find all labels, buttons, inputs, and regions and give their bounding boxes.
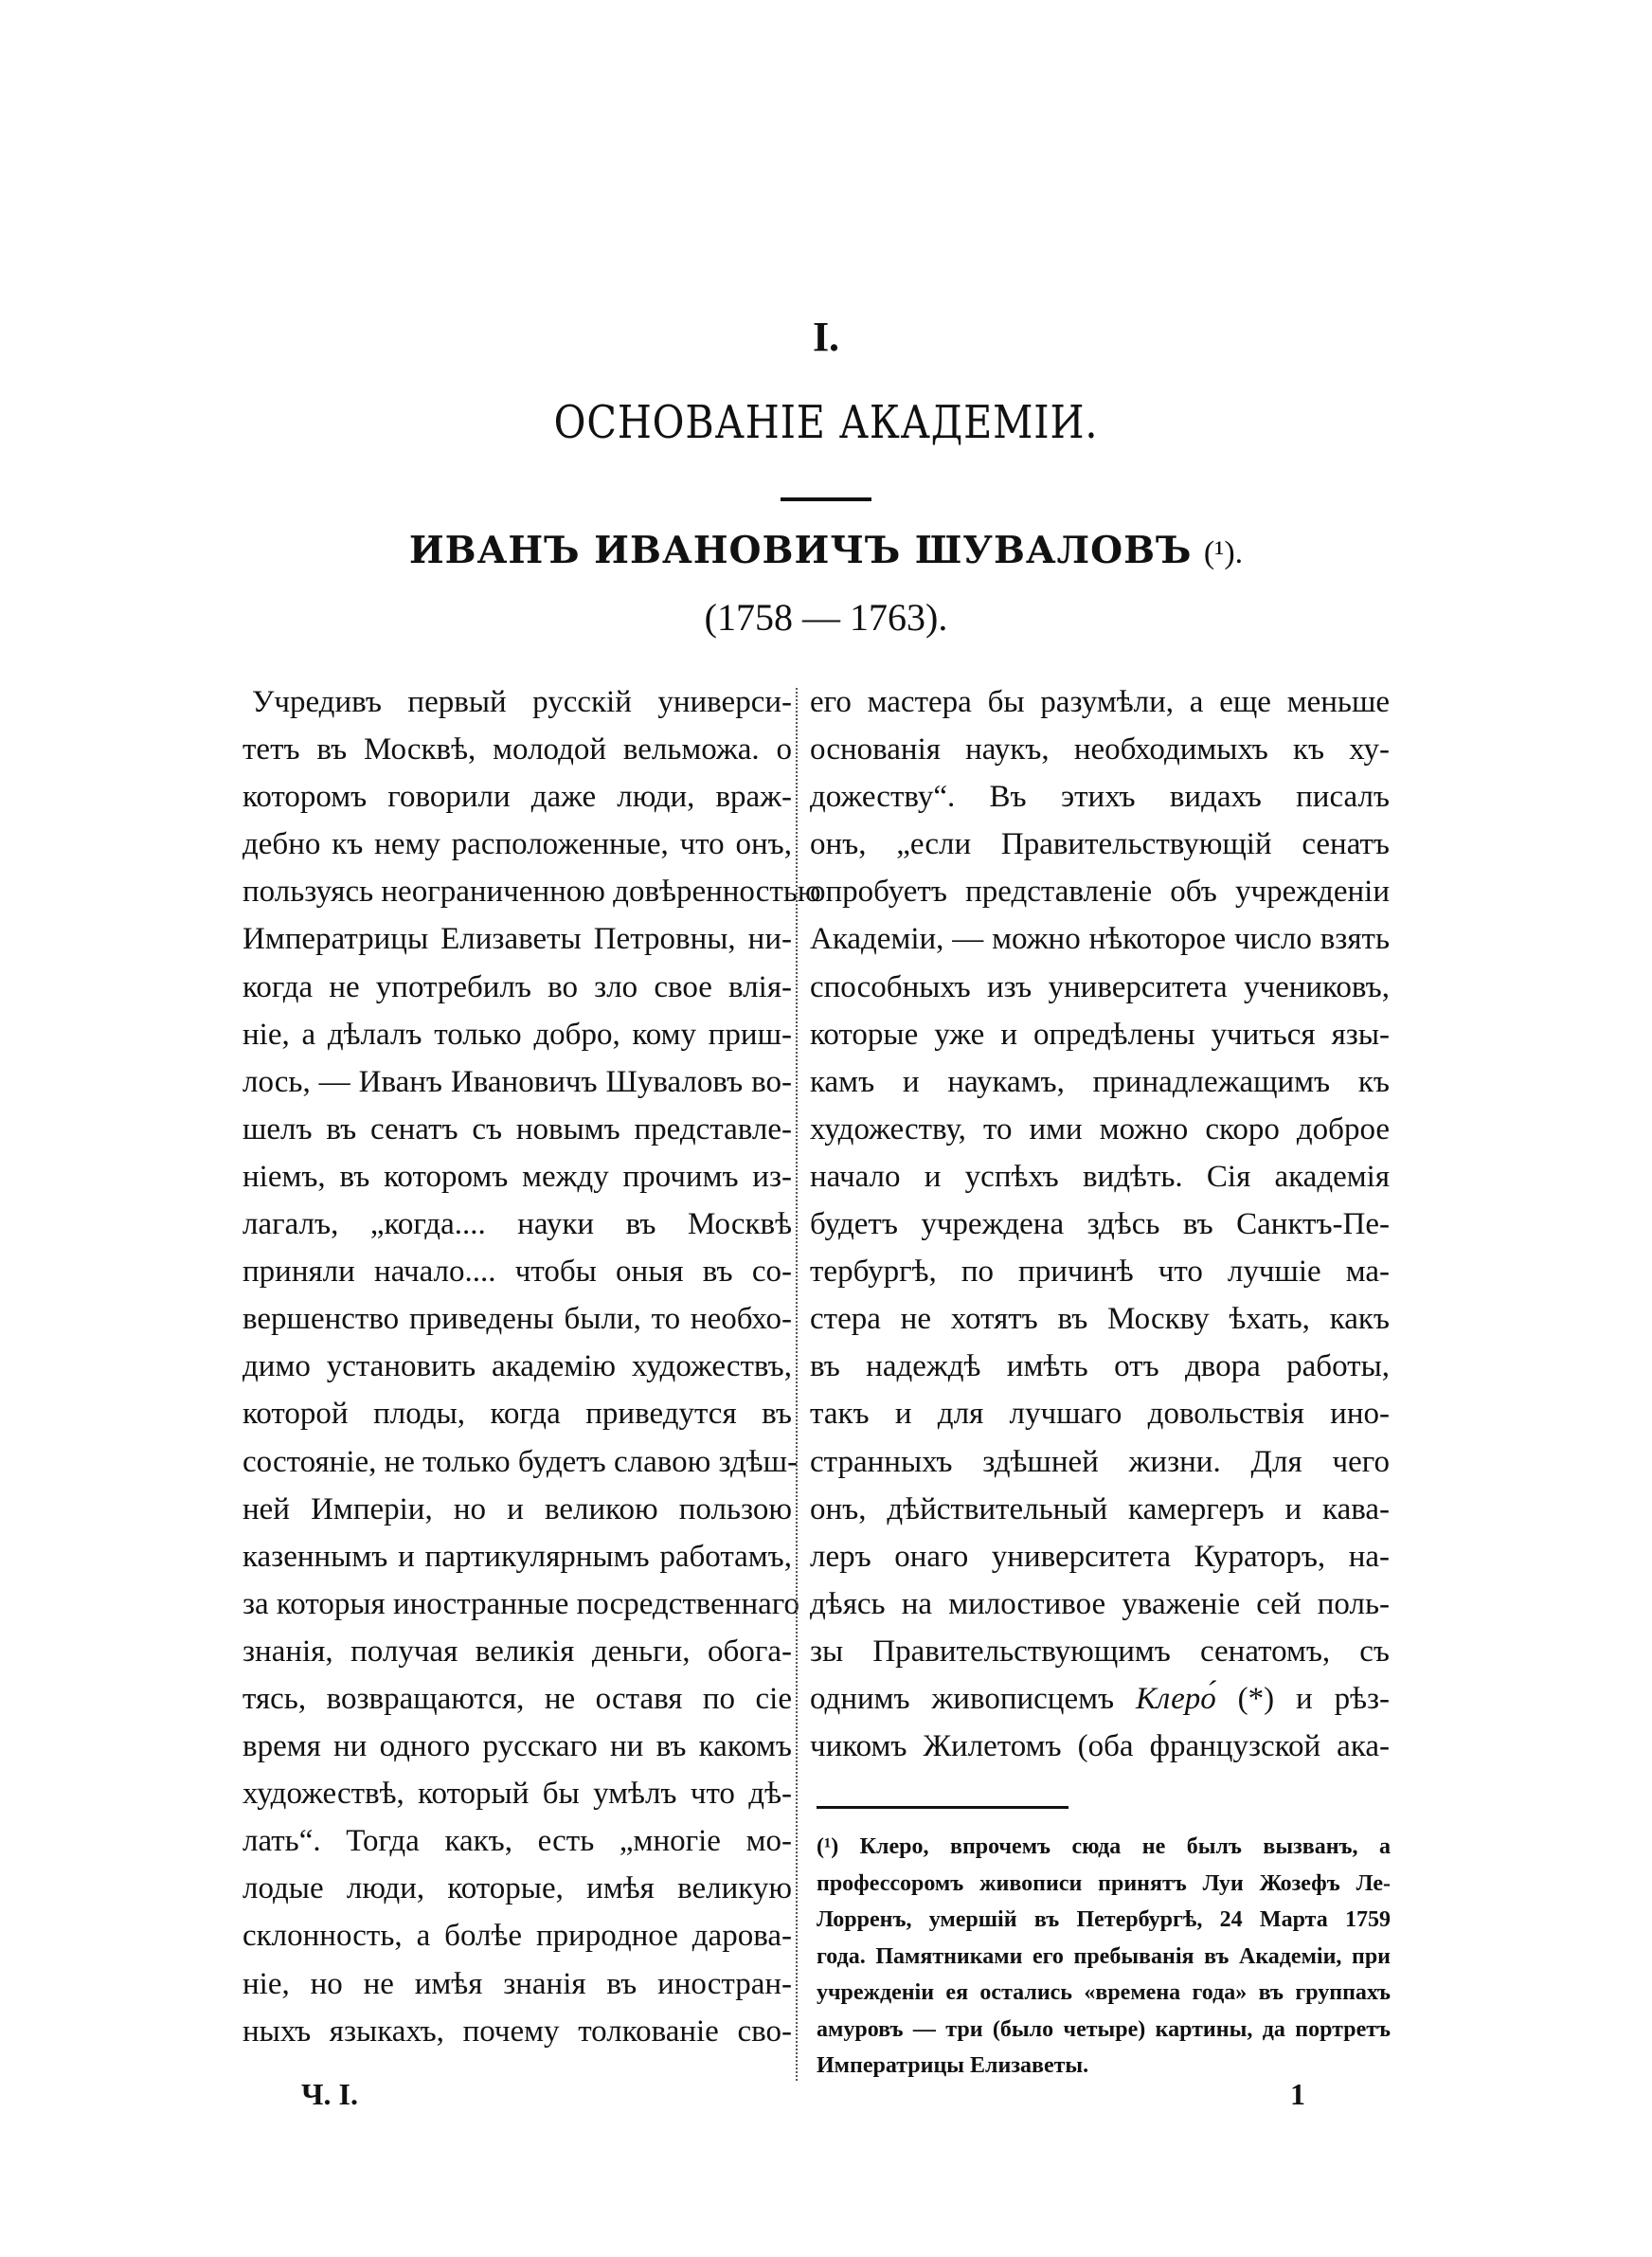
- text-line: которой плоды, когда приведутся въ: [242, 1397, 792, 1432]
- text-line: лагалъ, „когда.... науки въ Москвѣ: [242, 1207, 792, 1242]
- text-line: тербургѣ, по причинѣ что лучшіе ма-: [810, 1255, 1390, 1290]
- column-divider: [796, 688, 799, 2081]
- text-line: ней Имперіи, но и великою пользою: [242, 1491, 792, 1526]
- text-line: шелъ въ сенатъ съ новымъ представле-: [242, 1111, 792, 1147]
- page-number: 1: [1290, 2077, 1305, 2111]
- text-line: дѣясь на милостивое уваженіе сей поль-: [810, 1586, 1390, 1621]
- text-line: знанія, получая великія деньги, обога-: [242, 1634, 792, 1669]
- text-line: способныхъ изъ университета учениковъ,: [810, 969, 1390, 1004]
- text-line: время ни одного русскаго ни въ какомъ: [242, 1729, 792, 1764]
- italic-name: Клеро́: [1135, 1681, 1216, 1716]
- text-line: Императрицы Елизаветы Петровны, ни-: [242, 922, 792, 957]
- text-line: странныхъ здѣшней жизни. Для чего: [810, 1444, 1390, 1479]
- footnote-line: амуровъ — три (было четыре) картины, да портретъ: [817, 2016, 1391, 2042]
- title-divider: [781, 497, 871, 501]
- text-line: состояніе, не только будетъ славою здѣш-: [242, 1444, 799, 1479]
- text-line: дожеству“. Въ этихъ видахъ писалъ: [810, 780, 1390, 815]
- text-line: Академіи, — можно нѣкоторое число взять: [810, 922, 1390, 957]
- text-line: опробуетъ представленіе объ учрежденіи: [810, 875, 1390, 910]
- right-column: [810, 678, 1390, 1770]
- chapter-title: ОСНОВАНІЕ АКАДЕМІИ.: [553, 396, 1099, 449]
- text-line: стера не хотятъ въ Москву ѣхать, какъ: [810, 1302, 1390, 1337]
- text-line: ныхъ языкахъ, почему толкованіе сво-: [242, 2013, 792, 2049]
- text-line: лось, — Иванъ Ивановичъ Шуваловъ во-: [242, 1064, 792, 1099]
- text-line: такъ и для лучшаго довольствія ино-: [810, 1397, 1390, 1432]
- text-line: онъ, дѣйствительный камергеръ и кава-: [810, 1491, 1390, 1526]
- footnote-line: Лорренъ, умершій въ Петербургѣ, 24 Марта 1759: [817, 1907, 1391, 1932]
- person-heading: [0, 529, 1652, 572]
- footnote-line: Императрицы Елизаветы.: [817, 2053, 1089, 2078]
- person-footnote-ref: (¹).: [1203, 535, 1244, 570]
- text-segment: (*) и рѣз-: [1237, 1681, 1391, 1716]
- text-line: приняли начало.... чтобы оныя въ со-: [242, 1255, 792, 1290]
- text-line: основанія наукъ, необходимыхъ къ ху-: [810, 732, 1390, 767]
- chapter-number: I.: [812, 314, 840, 360]
- footnote-line: (¹) Клеро, впрочемъ сюда не былъ вызванъ, а: [817, 1834, 1391, 1859]
- text-line: художеству, то ими можно скоро доброе: [810, 1111, 1390, 1147]
- text-line: въ надеждѣ имѣть отъ двора работы,: [810, 1349, 1390, 1384]
- text-line: будетъ учреждена здѣсь въ Санктъ-Пе-: [810, 1207, 1390, 1242]
- text-line: дебно къ нему расположенные, что онъ,: [242, 827, 792, 862]
- text-line: онъ, „если Правительствующій сенатъ: [810, 827, 1390, 862]
- text-line: лать“. Тогда какъ, есть „многіе мо-: [242, 1824, 792, 1859]
- text-line-with-italic: [810, 1675, 1390, 1723]
- signature-mark: Ч. I.: [301, 2077, 358, 2111]
- text-line: склонность, а болѣе природное дарова-: [242, 1919, 792, 1954]
- text-segment: однимъ живописцемъ: [810, 1681, 1115, 1716]
- text-line: тетъ въ Москвѣ, молодой вельможа. о: [242, 732, 792, 767]
- text-line: димо установить академію художествъ,: [242, 1349, 792, 1384]
- years-range: (1758 — 1763).: [704, 596, 948, 639]
- person-name: ИВАНЪ ИВАНОВИЧЪ ШУВАЛОВЪ: [408, 529, 1193, 572]
- footnote-line: года. Памятниками его пребыванія въ Академіи, при: [817, 1943, 1391, 1969]
- text-line: ніе, а дѣлалъ только добро, кому приш-: [242, 1017, 792, 1052]
- text-line: леръ онаго университета Кураторъ, на-: [810, 1539, 1390, 1574]
- text-line: за которыя иностранные посредственнаго: [242, 1586, 800, 1621]
- text-line: ніе, но не имѣя знанія въ иностран-: [242, 1966, 792, 2001]
- left-column: [242, 678, 821, 2055]
- footnote-line: учрежденіи ея остались «времена года» въ группахъ: [817, 1980, 1391, 2005]
- footnote-line: профессоромъ живописи принятъ Луи Жозефъ Ле-: [817, 1870, 1391, 1896]
- text-line: начало и успѣхъ видѣть. Сія академія: [810, 1159, 1390, 1194]
- text-line: его мастера бы разумѣли, а еще меньше: [810, 685, 1390, 719]
- text-line: когда не употребилъ во зло свое влія-: [242, 969, 792, 1004]
- text-line: зы Правительствующимъ сенатомъ, съ: [810, 1634, 1390, 1669]
- text-line: которомъ говорили даже люди, враж-: [242, 780, 792, 815]
- text-line: пользуясь неограниченною довѣренностью: [242, 875, 821, 910]
- text-line: Учредивъ первый русскій универси-: [252, 685, 792, 719]
- text-line: чикомъ Жилетомъ (оба французской ака-: [810, 1729, 1390, 1764]
- footnote: [817, 1829, 1391, 2085]
- text-line: тясь, возвращаются, не оставя по сіе: [242, 1681, 792, 1716]
- text-line: ніемъ, въ которомъ между прочимъ из-: [242, 1159, 792, 1194]
- text-line: которые уже и опредѣлены учиться язы-: [810, 1017, 1390, 1052]
- text-line: лодые люди, которые, имѣя великую: [242, 1871, 792, 1906]
- text-line: казеннымъ и партикулярнымъ работамъ,: [242, 1539, 792, 1574]
- text-line: камъ и наукамъ, принадлежащимъ къ: [810, 1064, 1390, 1099]
- text-line: художествѣ, который бы умѣлъ что дѣ-: [242, 1777, 792, 1812]
- text-line: вершенство приведены были, то необхо-: [242, 1302, 792, 1337]
- footnote-rule: [817, 1806, 1068, 1809]
